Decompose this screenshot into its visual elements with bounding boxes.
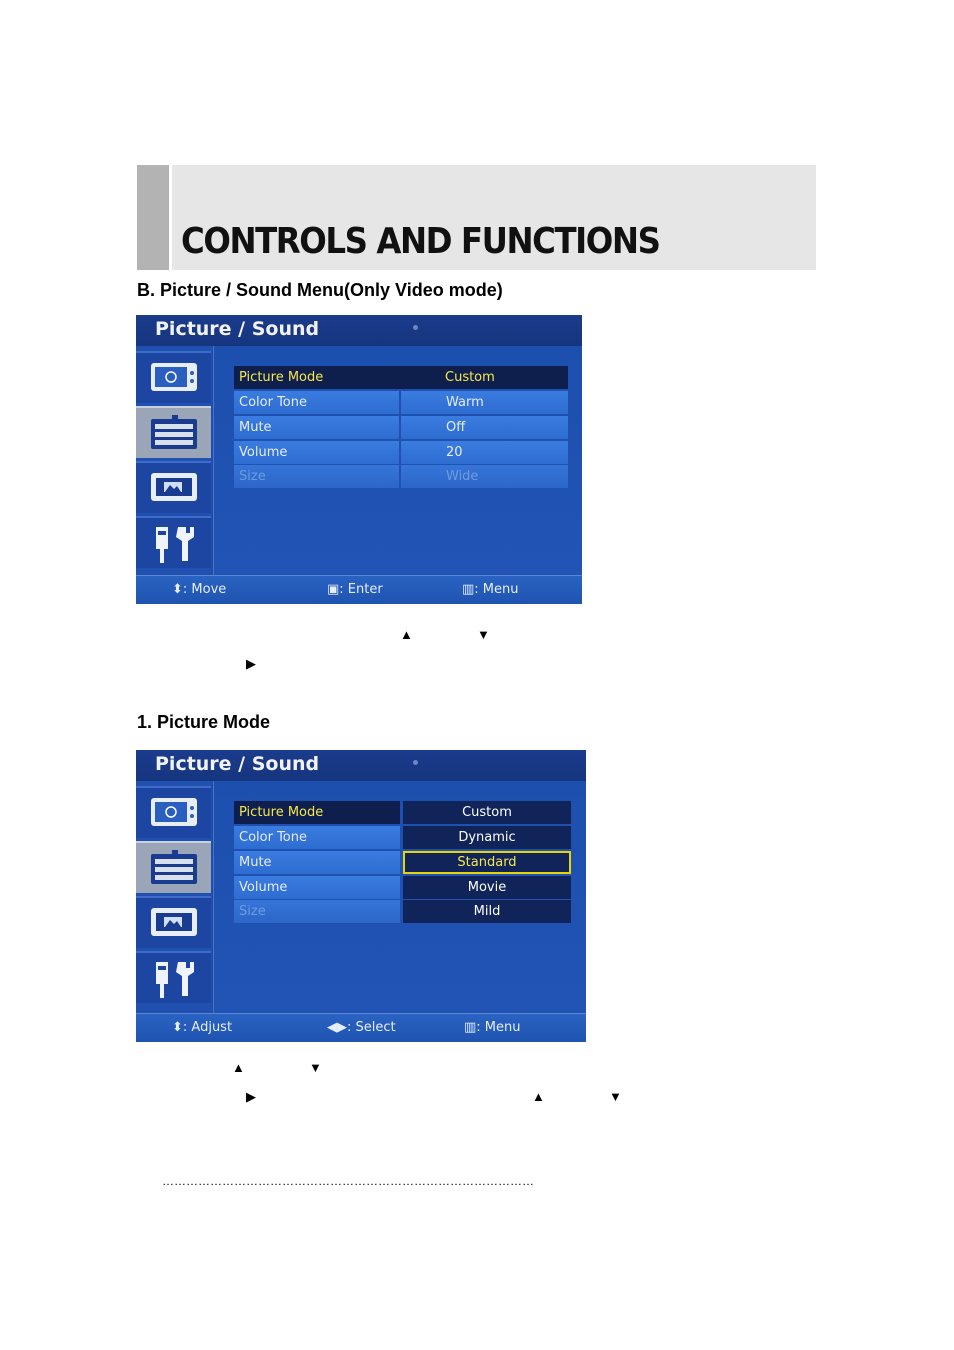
up-arrow-icon: ▲ [232,1060,245,1075]
banner-accent-bar [137,165,169,270]
tools-icon [150,960,198,1000]
tab-image[interactable] [136,896,211,948]
up-arrow-icon: ▲ [532,1089,545,1104]
tab-setup[interactable] [136,951,211,1003]
enter-button-icon: ▣ [327,582,340,597]
option-movie[interactable]: Movie [403,876,571,899]
footer-menu: ▥: Menu [464,1020,521,1035]
tab-picture-sound[interactable] [136,841,211,893]
tab-picture[interactable] [136,351,211,403]
osd-screen-1 [136,315,582,604]
tab-setup[interactable] [136,516,211,568]
settings-panel-icon [150,850,198,888]
footer-menu: ▥: Menu [462,582,519,597]
footer-adjust: ⬍: Adjust [172,1020,233,1035]
header-banner [137,165,816,270]
tools-icon [150,525,198,565]
footer-select: ◀▶: Select [327,1020,396,1035]
osd-header [136,315,582,346]
down-arrow-icon: ▼ [309,1060,322,1075]
osd-screen-2 [136,750,586,1042]
section-heading-1: 1. Picture Mode [137,712,271,732]
osd-side-tabs [136,346,212,576]
osd-footer [136,1013,586,1042]
option-custom[interactable]: Custom [403,801,571,824]
picture-icon [150,905,198,939]
settings-panel-icon [150,415,198,453]
osd-footer [136,575,582,604]
option-dynamic[interactable]: Dynamic [403,826,571,849]
page-title: CONTROLS AND FUNCTIONS [181,221,660,262]
footer-move: ⬍: Move [172,582,227,597]
footer-enter: ▣: Enter [327,582,383,597]
osd-main-panel: Picture Mode Color Tone Mute Volume Size Custom Dynamic Standard Movie Mild [213,781,586,1014]
picture-icon [150,470,198,504]
monitor-icon [150,360,198,394]
up-down-icon: ⬍ [172,582,183,597]
down-arrow-icon: ▼ [477,627,490,642]
tab-picture[interactable] [136,786,211,838]
option-mild[interactable]: Mild [403,900,571,923]
section-heading-b: B. Picture / Sound Menu(Only Video mode) [137,280,503,300]
option-standard[interactable]: Standard [403,851,571,874]
osd-main-panel: Picture Mode Custom Color Tone Warm Mute Off Volume 20 Size Wide [213,346,582,576]
menu-button-icon: ▥ [462,582,475,597]
up-down-icon: ⬍ [172,1020,183,1035]
tab-image[interactable] [136,461,211,513]
right-arrow-icon: ▶ [246,1089,256,1104]
down-arrow-icon: ▼ [609,1089,622,1104]
up-arrow-icon: ▲ [400,627,413,642]
monitor-icon [150,795,198,829]
osd-header [136,750,586,781]
left-right-icon: ◀▶ [327,1020,347,1035]
osd-title: Picture / Sound [155,753,320,775]
menu-button-icon: ▥ [464,1020,477,1035]
osd-side-tabs [136,781,212,1014]
right-arrow-icon: ▶ [246,656,256,671]
tab-picture-sound[interactable] [136,406,211,458]
dotted-separator: ………………………………………………………………………………… [162,1174,534,1188]
osd-title: Picture / Sound [155,318,320,340]
